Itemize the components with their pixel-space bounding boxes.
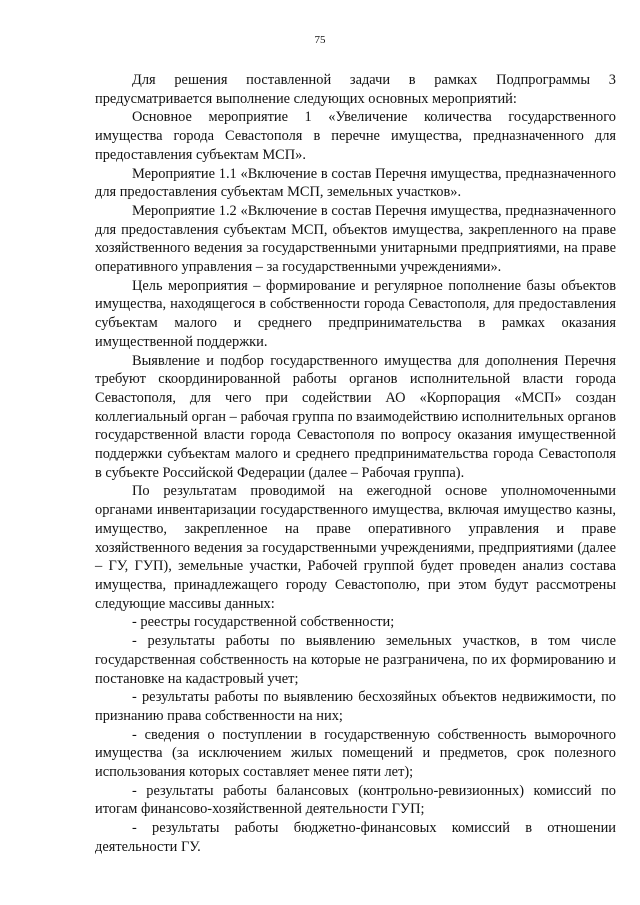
paragraph-intro: Для решения поставленной задачи в рамках Подпрограммы 3 предусматривается выполнение следующих основных мероприятий:	[95, 72, 616, 107]
list-item-ownerless-objects: - результаты работы по выявлению бесхозяйных объектов недвижимости, по признанию права собственности на них;	[95, 689, 616, 724]
list-item-registries: - реестры государственной собственности;	[132, 614, 395, 631]
document-body	[95, 71, 616, 857]
list-item-escheated-property: - сведения о поступлении в государственную собственность выморочного имущества (за исключением жилых помещений и предметов, срок полезного использования которых составляет менее пяти лет);	[95, 726, 616, 781]
page-number: 75	[314, 34, 326, 46]
paragraph-activity-goal: Цель мероприятия – формирование и регулярное пополнение базы объектов имущества, находящегося в собственности города Севастополя, для предоставления субъектам малого и среднего предпринимательства в рамках оказания имущественной поддержки.	[95, 277, 616, 350]
paragraph-activity-1-2: Мероприятие 1.2 «Включение в состав Перечня имущества, предназначенного для предоставления субъектам МСП, объектов имущества, закрепленного на праве хозяйственного ведения за государственными унитарными предприятиями, на праве оперативного управления – за государственными учреждениями».	[95, 202, 616, 276]
paragraph-inventory-analysis: По результатам проводимой на ежегодной основе уполномоченными органами инвентаризации государственного имущества, включая имущество казны, имущество, закрепленное на праве оперативного управления и праве хозяйственного ведения за государственными учреждениями, предприятиями (далее – ГУ, ГУП), земельные участки, Рабочей группой будет проведен анализ состава имущества, принадлежащего городу Севастополю, при этом будут рассмотрены следующие массивы данных:	[95, 483, 616, 612]
list-item-land-plots: - результаты работы по выявлению земельных участков, в том числе государственная собственность на которые не разграничена, по их формированию и постановке на кадастровый учет;	[95, 633, 616, 687]
paragraph-working-group: Выявление и подбор государственного имущества для дополнения Перечня требуют скоординированной работы органов исполнительной власти города Севастополя, для чего при содействии АО «Корпорация «МСП» создан коллегиальный орган – рабочая группа по взаимодействию исполнительных органов государственной власти города Севастополя по вопросу оказания имущественной поддержки субъектам малого и среднего предпринимательства города Севастополя в субъекте Российской Федерации (далее – Рабочая группа).	[95, 352, 616, 481]
list-item-budget-commissions: - результаты работы бюджетно-финансовых комиссий в отношении деятельности ГУ.	[95, 820, 616, 855]
paragraph-activity-1-1: Мероприятие 1.1 «Включение в состав Перечня имущества, предназначенного для предоставления субъектам МСП, земельных участков».	[95, 165, 616, 201]
list-item-balance-commissions: - результаты работы балансовых (контрольно-ревизионных) комиссий по итогам финансово-хозяйственной деятельности ГУП;	[95, 782, 616, 818]
paragraph-main-activity-1: Основное мероприятие 1 «Увеличение количества государственного имущества города Севастополя в перечне имущества, предназначенного для предоставления субъектам МСП».	[95, 109, 616, 163]
